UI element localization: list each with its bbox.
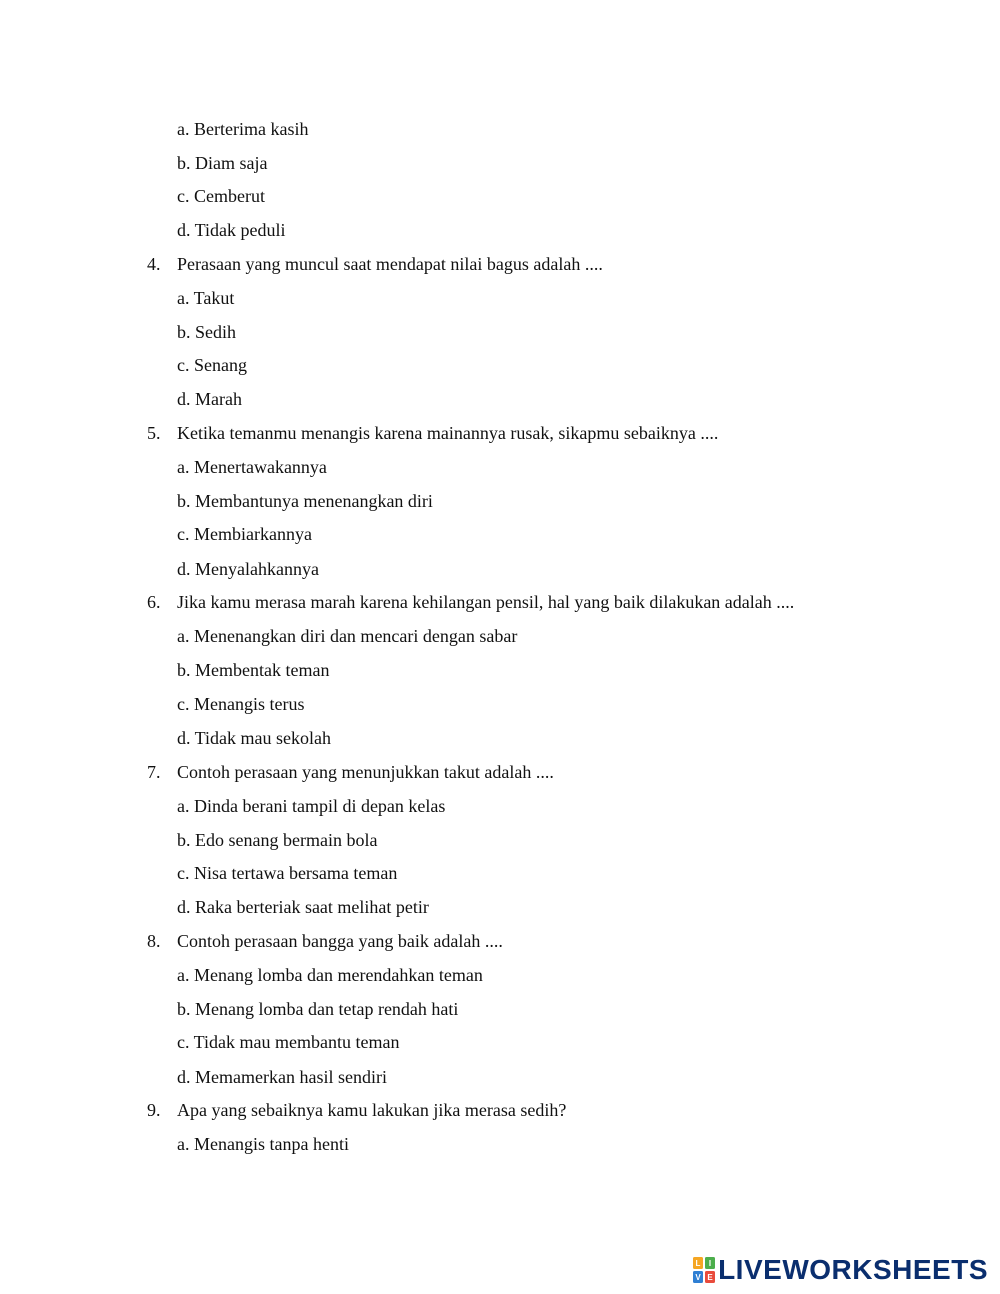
option-5a: a. Menertawakannya — [177, 457, 327, 477]
question-8-number: 8. — [147, 931, 161, 951]
question-5-number: 5. — [147, 423, 161, 443]
option-5d: d. Menyalahkannya — [177, 559, 319, 579]
option-6b: b. Membentak teman — [177, 660, 330, 680]
svg-text:L: L — [695, 1259, 701, 1268]
option-6d: d. Tidak mau sekolah — [177, 728, 332, 748]
brand-name: LIVEWORKSHEETS — [718, 1254, 988, 1285]
option-4c: c. Senang — [177, 355, 247, 375]
option-7d: d. Raka berteriak saat melihat petir — [177, 897, 429, 917]
option-4b: b. Sedih — [177, 322, 237, 342]
question-9-text: Apa yang sebaiknya kamu lakukan jika merasa sedih? — [177, 1100, 567, 1120]
option-9a: a. Menangis tanpa henti — [177, 1134, 349, 1154]
question-4-number: 4. — [147, 254, 161, 274]
option-3d: d. Tidak peduli — [177, 220, 286, 240]
option-8c: c. Tidak mau membantu teman — [177, 1032, 400, 1052]
option-4d: d. Marah — [177, 389, 242, 409]
question-7-text: Contoh perasaan yang menunjukkan takut adalah .... — [177, 762, 554, 782]
option-7b: b. Edo senang bermain bola — [177, 830, 378, 850]
option-7a: a. Dinda berani tampil di depan kelas — [177, 796, 446, 816]
svg-text:V: V — [695, 1273, 701, 1282]
svg-text:E: E — [707, 1273, 713, 1282]
question-4-text: Perasaan yang muncul saat mendapat nilai bagus adalah .... — [177, 254, 603, 274]
option-5b: b. Membantunya menenangkan diri — [177, 491, 433, 511]
option-8d: d. Memamerkan hasil sendiri — [177, 1067, 387, 1087]
option-6a: a. Menenangkan diri dan mencari dengan sabar — [177, 626, 518, 646]
option-5c: c. Membiarkannya — [177, 524, 312, 544]
option-3b: b. Diam saja — [177, 153, 268, 173]
option-8a: a. Menang lomba dan merendahkan teman — [177, 965, 483, 985]
question-9-number: 9. — [147, 1100, 161, 1120]
option-6c: c. Menangis terus — [177, 694, 305, 714]
option-3c: c. Cemberut — [177, 186, 265, 206]
option-7c: c. Nisa tertawa bersama teman — [177, 863, 398, 883]
question-6-number: 6. — [147, 592, 161, 612]
option-4a: a. Takut — [177, 288, 235, 308]
question-6-text: Jika kamu merasa marah karena kehilangan pensil, hal yang baik dilakukan adalah .... — [177, 592, 795, 612]
question-7-number: 7. — [147, 762, 161, 782]
svg-text:I: I — [708, 1259, 712, 1268]
question-8-text: Contoh perasaan bangga yang baik adalah .... — [177, 931, 503, 951]
option-3a: a. Berterima kasih — [177, 119, 309, 139]
liveworksheets-brand[interactable] — [693, 1253, 988, 1287]
question-5-text: Ketika temanmu menangis karena mainannya rusak, sikapmu sebaiknya .... — [177, 423, 719, 443]
liveworksheets-logo-icon — [693, 1257, 715, 1283]
option-8b: b. Menang lomba dan tetap rendah hati — [177, 999, 459, 1019]
